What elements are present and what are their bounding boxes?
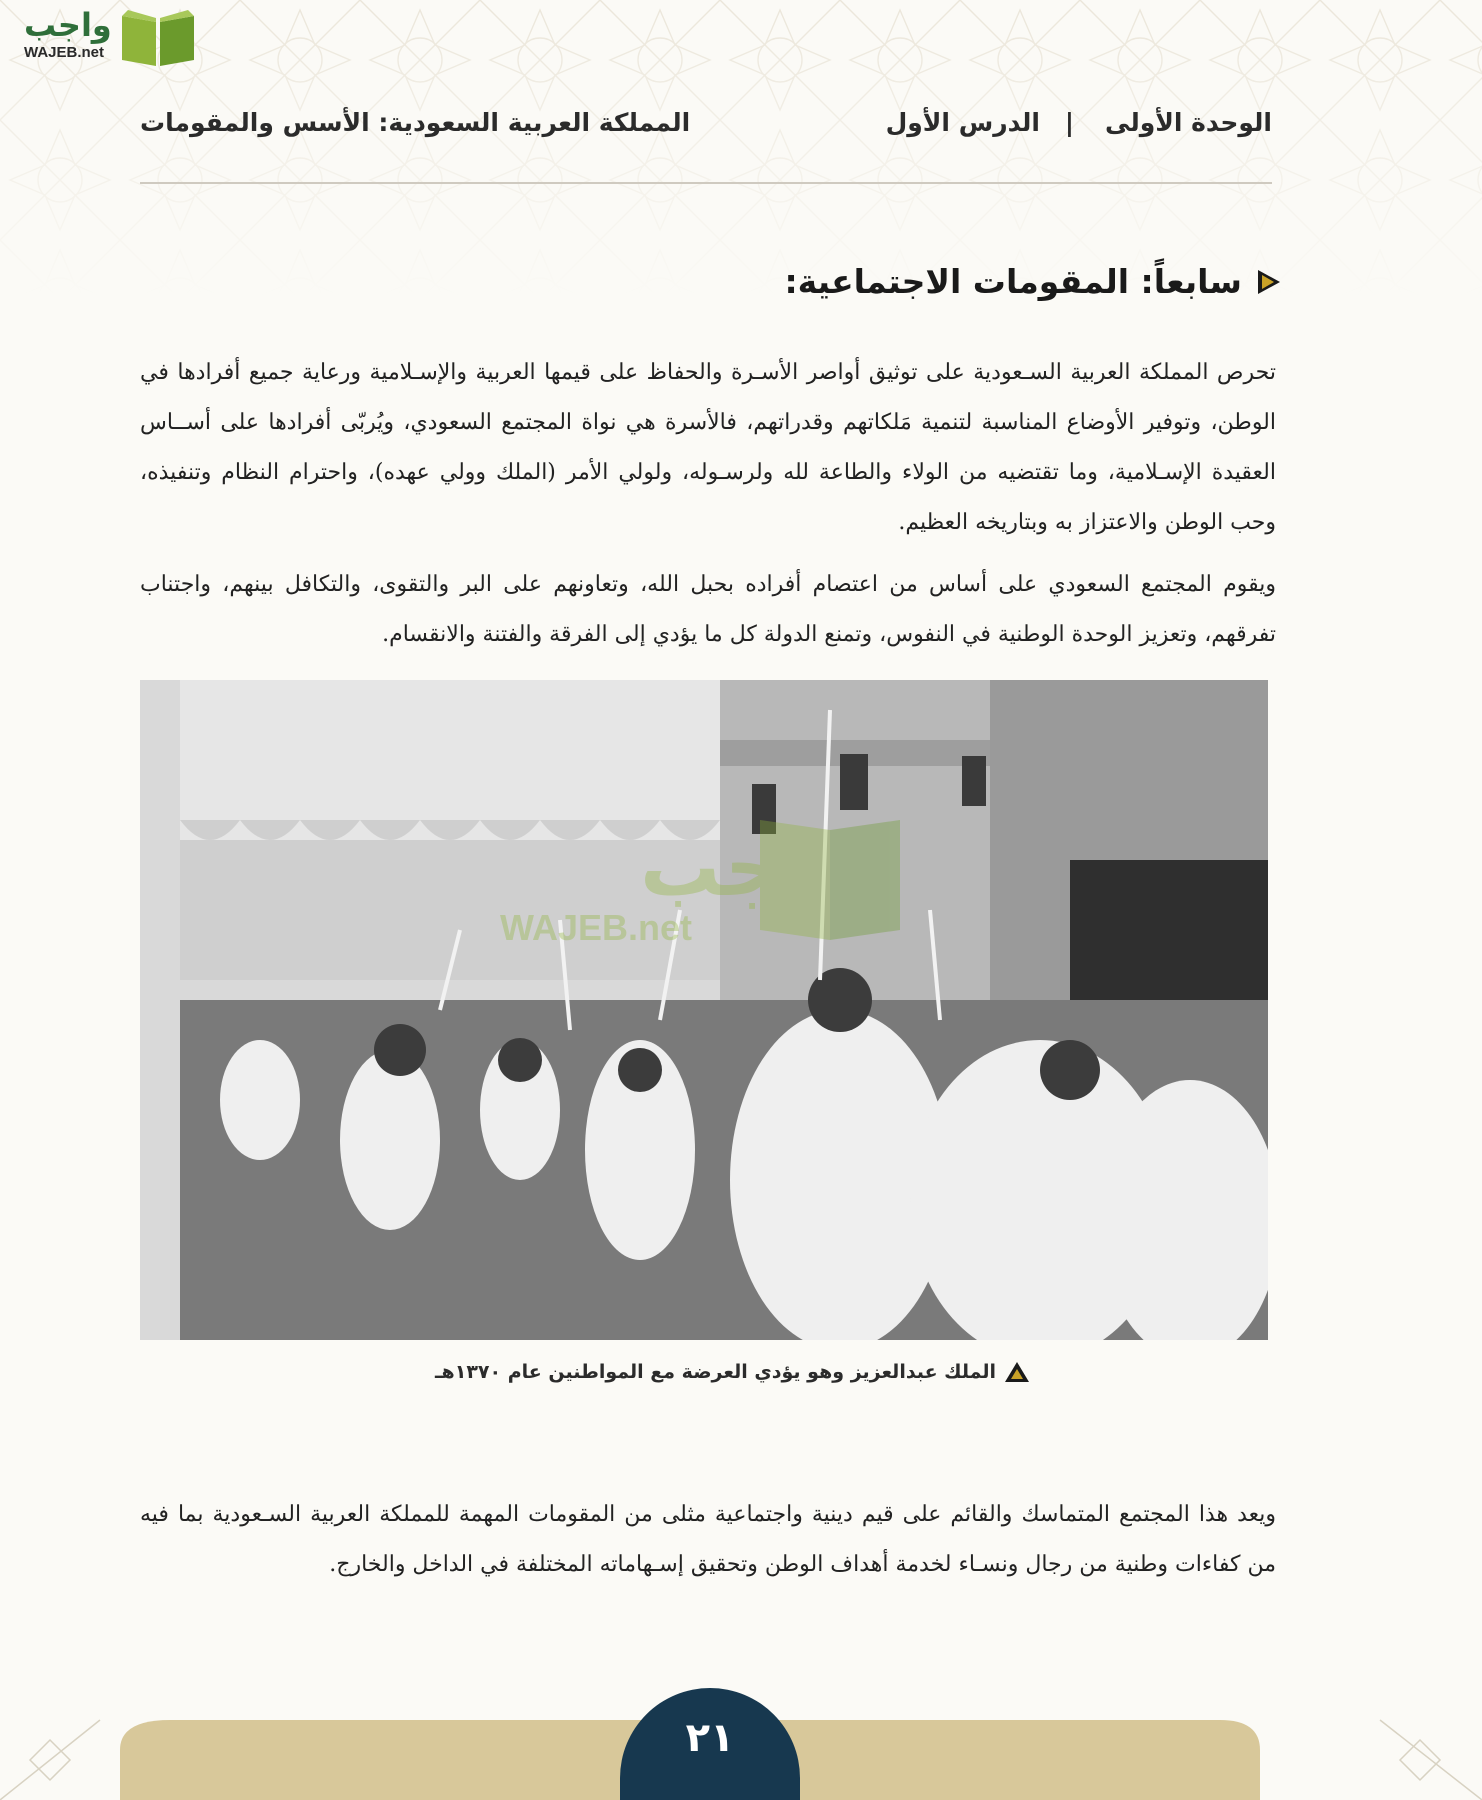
section-title: سابعاً: المقومات الاجتماعية: — [784, 262, 1242, 301]
chapter-title: المملكة العربية السعودية: الأسس والمقومات — [140, 108, 691, 137]
header-divider — [140, 182, 1272, 184]
unit-label: الوحدة الأولى — [1105, 108, 1272, 137]
photo-watermark-sub: WAJEB.net — [500, 907, 693, 948]
page-header — [140, 108, 1272, 152]
paragraph-society: ويقوم المجتمع السعودي على أساس من اعتصام أفراده بحبل الله، وتعاونهم على البر والتقوى، والتكافل بينهم، واجتناب تفرقهم، وتعزيز الوحدة الوطنية في النفوس، وتمنع الدولة كل ما يؤدي إلى الفرقة والفتنة والانقسام. — [140, 572, 1276, 647]
book-icon — [118, 6, 198, 70]
page-number: ٢١ — [620, 1688, 800, 1800]
logo-text: واجب — [24, 6, 112, 44]
paragraph-family: تحرص المملكة العربية السـعودية على توثيق أواصر الأسـرة والحفاظ على قيمها العربية والإسـلامية ورعاية جميع أفرادها في الوطن، وتوفير الأوضاع المناسبة لتنمية مَلكاتهم وقدراتهم، فالأسرة هي نواة المجتمع السعودي، ويُربّى أفرادها على أســاس العقيدة الإسـلامية، وما تقتضيه من الولاء والطاعة لله ولرسـوله، ولولي الأمر (الملك وولي عهده)، واحترام النظام وتنفيذه، وحب الوطن والاعتزاز به وبتاريخه العظيم. — [140, 360, 1276, 535]
caption-marker-icon — [1004, 1360, 1030, 1384]
logo-subtext: WAJEB.net — [24, 44, 105, 61]
paragraph-conclusion: ويعد هذا المجتمع المتماسك والقائم على قيم دينية واجتماعية مثلى من المقومات المهمة للمملكة العربية السـعودية بما فيه من كفاءات وطنية من رجال ونسـاء لخدمة أهداف الوطن وتحقيق إسـهاماته المختلفة في الداخل والخارج. — [140, 1502, 1276, 1577]
historical-photo — [140, 680, 1268, 1340]
lesson-label: الدرس الأول — [885, 108, 1040, 137]
photo-watermark: واجب — [640, 821, 860, 914]
wajeb-logo[interactable] — [10, 4, 190, 68]
caption-text: الملك عبدالعزيز وهو يؤدي العرضة مع المواطنين عام ١٣٧٠هـ — [435, 1361, 996, 1383]
header-separator: | — [1064, 108, 1074, 137]
section-marker-icon — [1254, 268, 1282, 296]
photo-caption — [435, 1360, 1030, 1384]
section-heading — [784, 262, 1282, 301]
